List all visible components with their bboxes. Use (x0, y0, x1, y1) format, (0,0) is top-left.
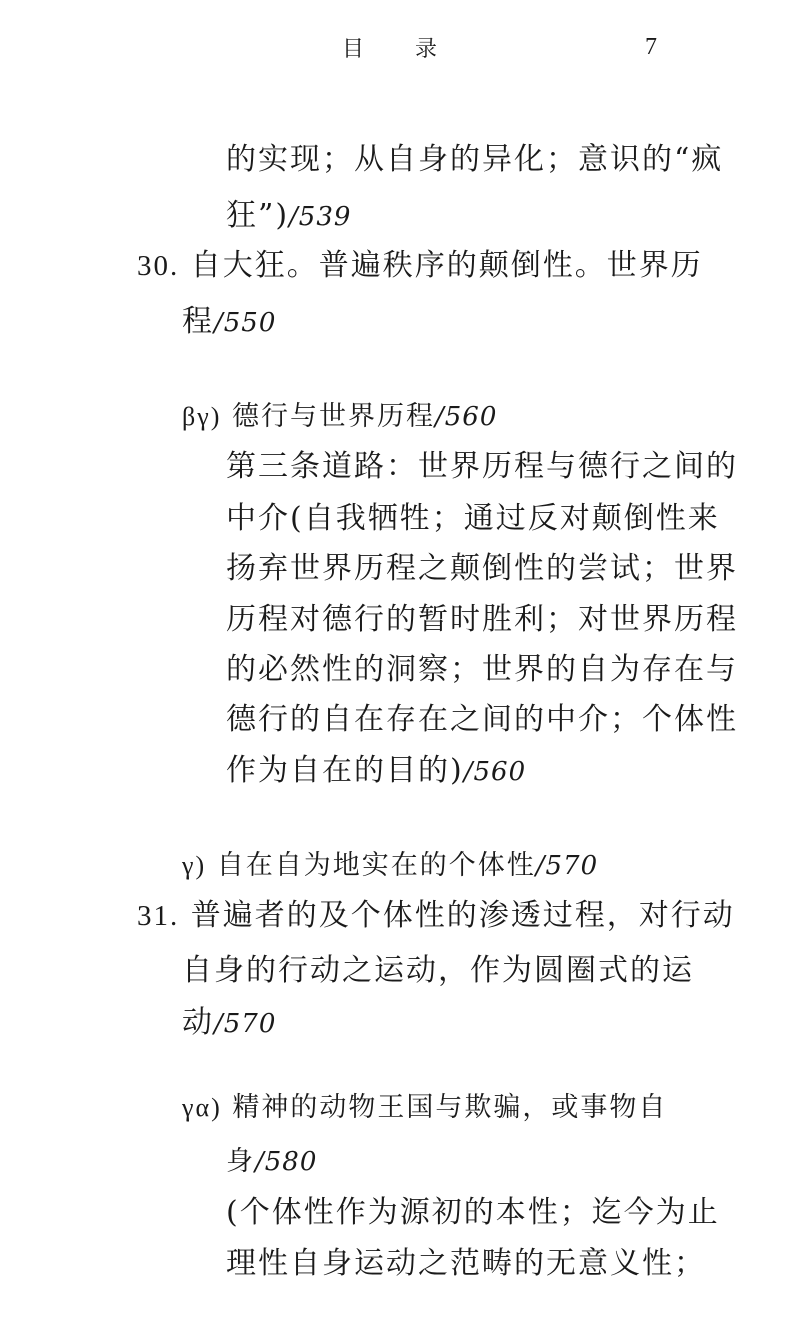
toc-line (226, 543, 738, 587)
section-marker: γ) (182, 851, 207, 880)
toc-text: 的实现；从自身的异化；意识的“疯 (226, 142, 724, 177)
toc-text: 历程对德行的暂时胜利；对世界历程 (226, 602, 738, 637)
toc-page-ref: /580 (255, 1147, 318, 1177)
toc-text: 自身的行动之运动，作为圆圈式的运 (182, 953, 694, 988)
toc-entry-31 (137, 890, 735, 934)
toc-text: (个体性作为源初的本性；迄今为止 (226, 1195, 720, 1230)
entry-number: 31. (137, 900, 180, 932)
toc-text: 动 (182, 1005, 214, 1040)
toc-line (226, 694, 738, 738)
toc-line (226, 644, 738, 688)
section-marker: γα) (182, 1093, 222, 1122)
toc-text: 精神的动物王国与欺骗，或事物自 (232, 1092, 668, 1123)
toc-text: 身 (226, 1146, 255, 1177)
toc-entry-30 (137, 240, 703, 284)
toc-page-ref: /570 (535, 851, 599, 881)
toc-text: 的必然性的洞察；世界的自为存在与 (226, 652, 738, 687)
toc-page-ref: /539 (289, 202, 352, 232)
toc-text: 狂”) (226, 198, 290, 233)
entry-number: 30. (137, 250, 180, 282)
page-number: 7 (645, 34, 657, 60)
section-marker: βγ) (182, 402, 222, 431)
toc-line (226, 1238, 706, 1282)
toc-text: 德行的自在存在之间的中介；个体性 (226, 702, 738, 737)
toc-line (226, 1187, 720, 1231)
toc-line (226, 441, 738, 485)
toc-page-ref: /560 (463, 757, 527, 787)
toc-line (226, 594, 738, 638)
toc-subsection (182, 1085, 667, 1124)
toc-line (226, 493, 720, 537)
toc-line (226, 134, 723, 178)
toc-text: 自在自为地实在的个体性 (216, 850, 536, 881)
toc-text: 德行与世界历程 (231, 401, 435, 432)
toc-page-ref: /570 (214, 1009, 277, 1039)
toc-page-ref: /560 (434, 402, 498, 432)
toc-line (182, 296, 276, 340)
toc-line (226, 1139, 317, 1178)
toc-text: 扬弃世界历程之颠倒性的尝试；世界 (226, 551, 738, 586)
toc-line (226, 745, 526, 789)
toc-text: 自大狂。普遍秩序的颠倒性。世界历 (190, 248, 703, 283)
toc-text: 作为自在的目的) (226, 753, 464, 788)
toc-line (226, 190, 351, 234)
toc-text: 普遍者的及个体性的渗透过程，对行动 (190, 898, 735, 933)
toc-page-ref: /550 (214, 308, 277, 338)
toc-subsection (182, 394, 497, 433)
toc-text: 理性自身运动之范畴的无意义性； (226, 1246, 706, 1281)
toc-text: 程 (182, 304, 214, 339)
running-header-title: 目 录 (342, 37, 459, 62)
toc-text: 第三条道路：世界历程与德行之间的 (226, 449, 738, 484)
toc-line (182, 945, 694, 989)
toc-text: 中介(自我牺牲；通过反对颠倒性来 (226, 501, 720, 536)
toc-line (182, 997, 276, 1041)
toc-subsection (182, 843, 598, 882)
